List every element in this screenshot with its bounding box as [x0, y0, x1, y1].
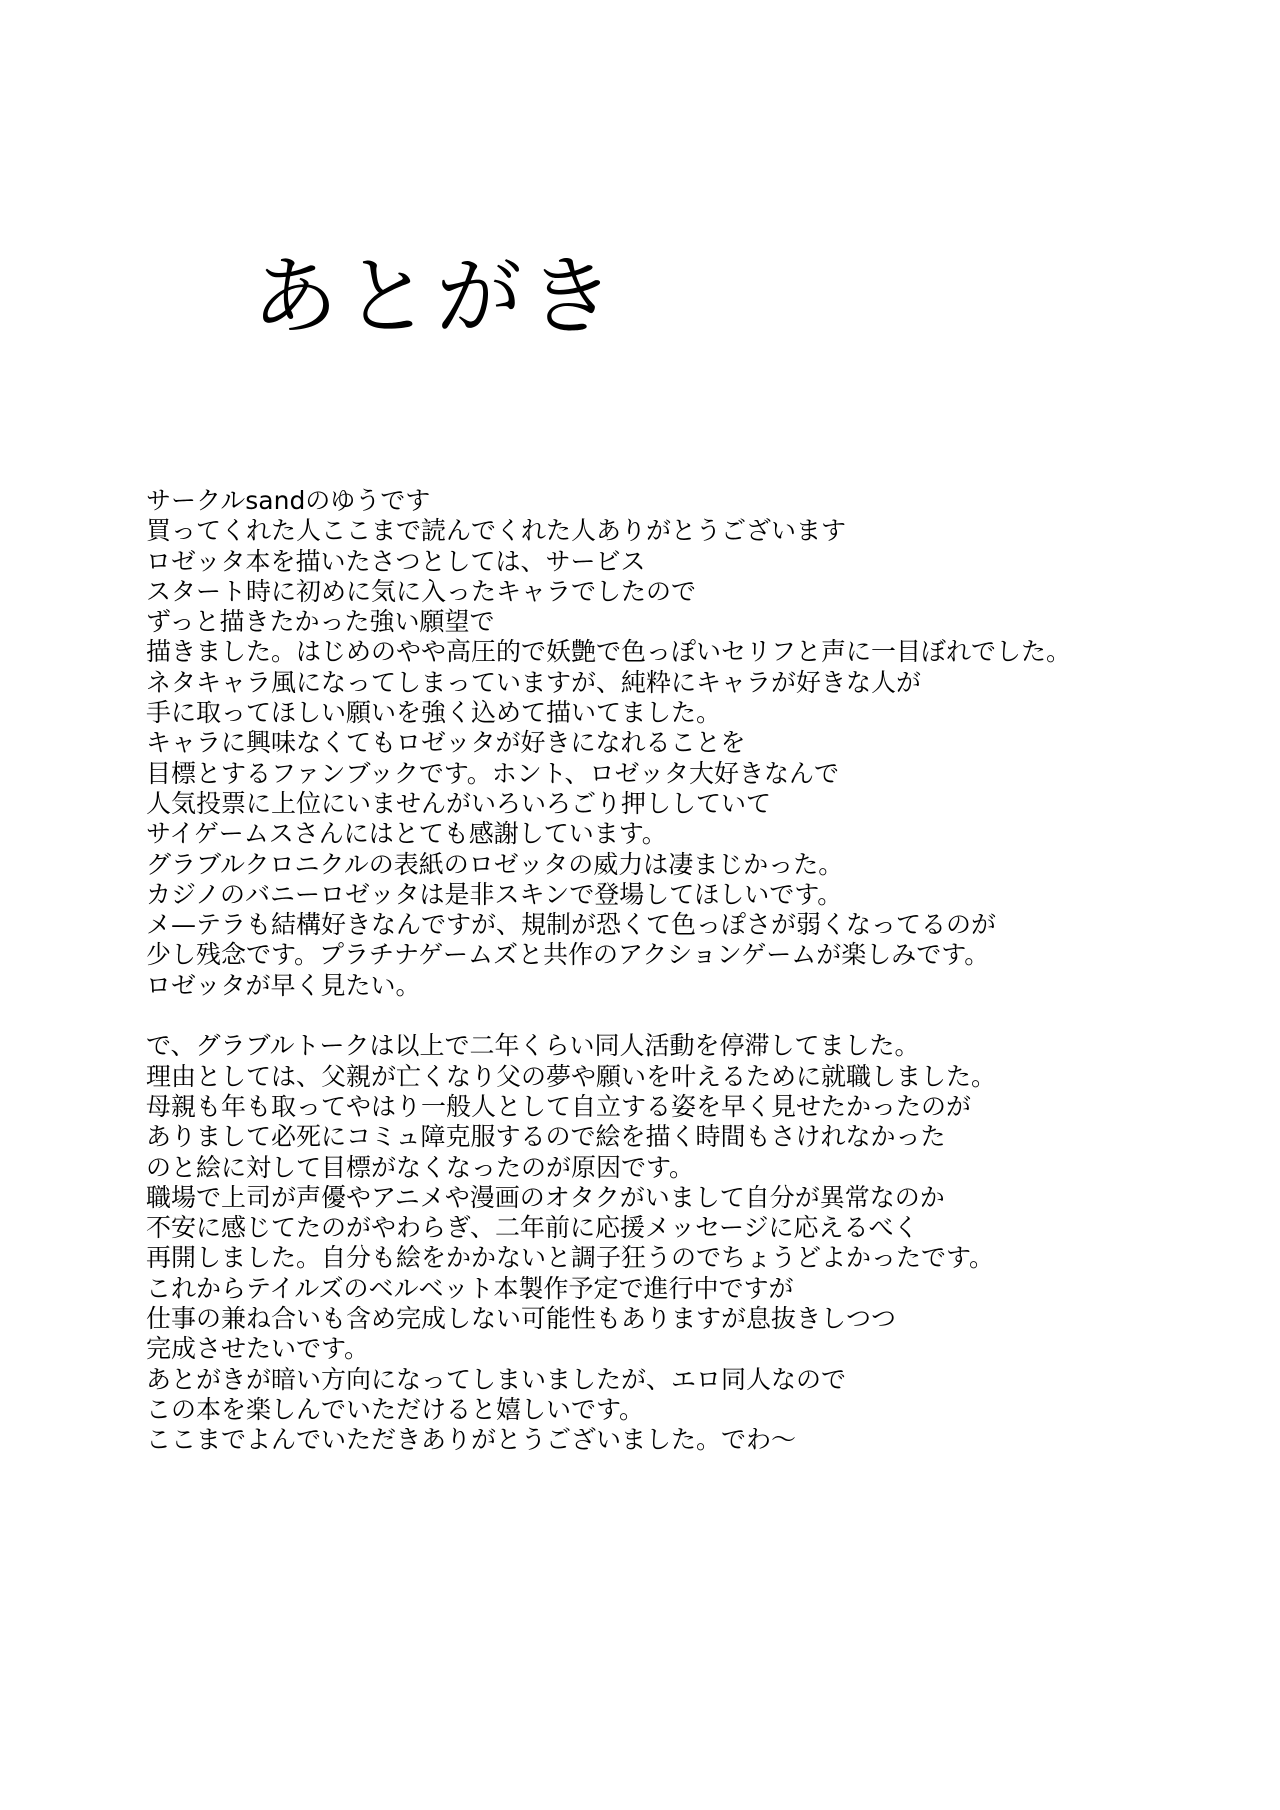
text-line: ロゼッタが早く見たい。 [146, 970, 421, 1000]
text-line: キャラに興味なくてもロゼッタが好きになれることを [146, 728, 746, 758]
text-line: ロゼッタ本を描いたさつとしては、サービス [146, 546, 646, 576]
text-line: 完成させたいです。 [146, 1334, 370, 1364]
text-line: ここまでよんでいただきありがとうございました。でわ〜 [146, 1425, 797, 1455]
text-line: あとがきが暗い方向になってしまいましたが、エロ同人なので [146, 1364, 847, 1394]
text-line: 不安に感じてたのがやわらぎ、二年前に応援メッセージに応えるべく [146, 1213, 919, 1243]
text-line: 職場で上司が声優やアニメや漫画のオタクがいまして自分が異常なのか [146, 1182, 945, 1212]
text-line: ネタキャラ風になってしまっていますが、純粋にキャラが好きな人が [146, 667, 922, 697]
text-line: メ—テラも結構好きなんですが、規制が恐くて色っぽさが弱くなってるのが [146, 910, 997, 940]
text-line: ずっと描きたかった強い願望で [146, 607, 495, 637]
paragraph-gap [146, 1001, 1256, 1031]
text-line: 描きました。はじめのやや高圧的で妖艶で色っぽいセリフと声に一目ぼれでした。 [146, 637, 1072, 667]
text-line: 目標とするファンブックです。ホント、ロゼッタ大好きなんで [146, 758, 840, 788]
text-line: 人気投票に上位にいませんがいろいろごり押ししていて [146, 788, 772, 818]
text-line: サークルsandのゆうです [146, 486, 431, 515]
text-line: ありまして必死にコミュ障克服するので絵を描く時間もさけれなかった [146, 1122, 946, 1152]
text-line: カジノのバニーロゼッタは是非スキンで登場してほしいです。 [146, 879, 843, 909]
text-line: のと絵に対して目標がなくなったのが原因です。 [146, 1152, 695, 1182]
text-line: 仕事の兼ね合いも含め完成しない可能性もありますが息抜きしつつ [146, 1304, 897, 1334]
text-line: で、グラブルトークは以上で二年くらい同人活動を停滞してました。 [146, 1031, 920, 1061]
text-line: グラブルクロニクルの表紙のロゼッタの威力は凄まじかった。 [146, 849, 844, 879]
text-line: 再開しました。自分も絵をかかないと調子狂うのでちょうどよかったです。 [146, 1243, 995, 1273]
text-line: 少し残念です。プラチナゲームズと共作のアクションゲームが楽しみです。 [146, 940, 990, 970]
text-line: この本を楽しんでいただけると嬉しいです。 [146, 1394, 645, 1424]
page-title: あとがき [252, 247, 620, 347]
text-line: スタート時に初めに気に入ったキャラでしたので [146, 576, 697, 606]
paragraph-1 [146, 486, 1256, 1001]
text-line: 買ってくれた人ここまで読んでくれた人ありがとうございます [146, 516, 847, 546]
text-line: 母親も年も取ってやはり一般人として自立する姿を早く見せたかったのが [146, 1091, 972, 1121]
text-line: 理由としては、父親が亡くなり父の夢や願いを叶えるために就職しました。 [146, 1061, 997, 1091]
text-line: 手に取ってほしい願いを強く込めて描いてました。 [146, 698, 722, 728]
text-line: サイゲームスさんにはとても感謝しています。 [146, 819, 667, 849]
afterword-body [146, 486, 1256, 1456]
paragraph-2 [146, 1031, 1256, 1455]
text-line: これからテイルズのベルベット本製作予定で進行中ですが [146, 1273, 794, 1303]
